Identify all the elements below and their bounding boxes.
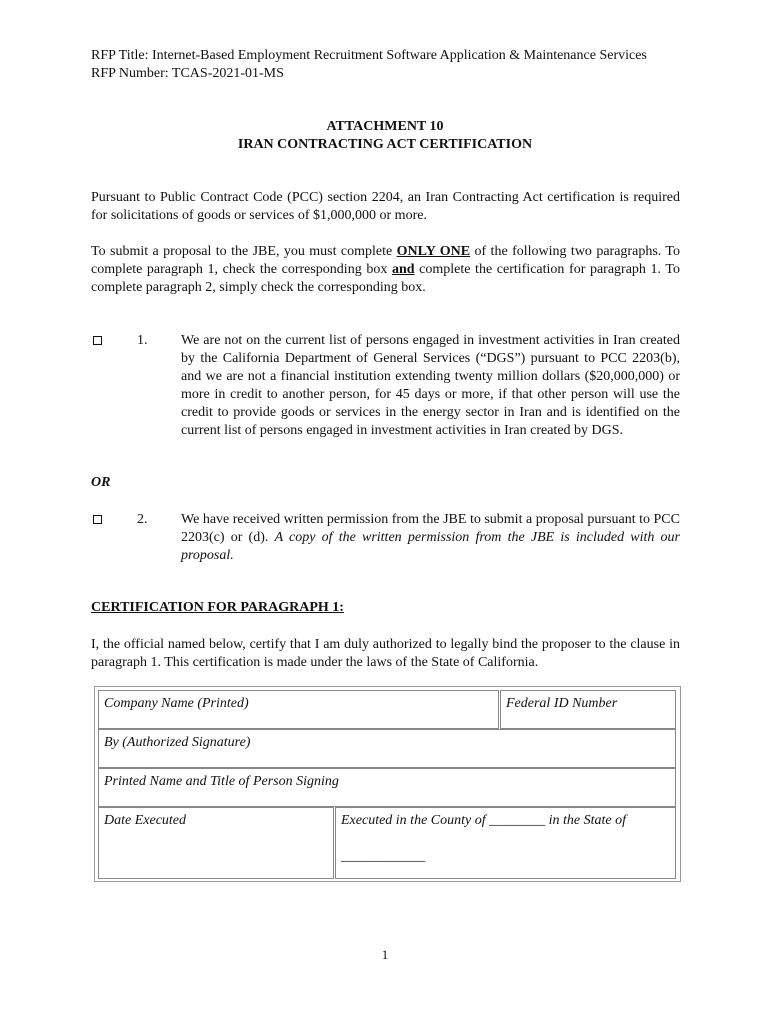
intro-paragraph-2 — [91, 243, 680, 297]
certification-form — [94, 686, 681, 882]
certification-heading: CERTIFICATION FOR PARAGRAPH 1: — [91, 600, 344, 615]
option-2-text — [181, 511, 680, 565]
intro-paragraph-1: Pursuant to Public Contract Code (PCC) section 2204, an Iran Contracting Act certification is required for solicitations of goods or services of $1,000,000 or more. — [91, 190, 680, 223]
state-blank-line: ____________ — [341, 849, 425, 864]
only-one-emphasis: ONLY ONE — [396, 244, 471, 259]
printed-name-field[interactable] — [98, 768, 676, 807]
intro-text-c: complete the certification for paragraph 1. To complete paragraph 2, simply check the corresponding box. — [91, 262, 680, 295]
date-executed-label: Date Executed — [104, 813, 187, 828]
company-name-label: Company Name (Printed) — [104, 696, 249, 711]
option-1-text: We are not on the current list of persons engaged in investment activities in Iran created by the California Department of General Services (“DGS”) pursuant to PCC 2203(b), and we are not a financial institution extending twenty million dollars ($20,000,000) or more in credit to another person, for 45 days or more, if that other person will use the credit to provide goods or services in the energy sector in Iran and is identified on the current list of persons engaged in investment activities in Iran created by DGS. — [181, 333, 680, 438]
printed-name-label: Printed Name and Title of Person Signing — [104, 774, 339, 789]
option-2-number: 2. — [137, 512, 148, 527]
signature-label: By (Authorized Signature) — [104, 735, 251, 750]
rfp-number: RFP Number: TCAS-2021-01-MS — [91, 66, 284, 81]
option-2-checkbox[interactable] — [93, 515, 102, 524]
rfp-header — [91, 47, 691, 83]
intro-text-b: of the following two paragraphs. To complete paragraph 1, check the corresponding box — [91, 244, 680, 277]
federal-id-field[interactable] — [500, 690, 676, 729]
signature-field[interactable] — [98, 729, 676, 768]
attachment-label: ATTACHMENT 10 — [326, 119, 444, 134]
company-name-field[interactable] — [98, 690, 499, 729]
and-emphasis: and — [391, 262, 415, 277]
date-executed-field[interactable] — [98, 807, 334, 879]
option-2-italic-text: A copy of the written permission from the JBE is included with our proposal. — [181, 530, 680, 563]
federal-id-label: Federal ID Number — [506, 696, 618, 711]
or-separator: OR — [91, 475, 111, 490]
option-1-checkbox[interactable] — [93, 336, 102, 345]
certification-statement: I, the official named below, certify that I am duly authorized to legally bind the proposer to the clause in paragraph 1. This certification is made under the laws of the State of California. — [91, 637, 680, 670]
option-1-number: 1. — [137, 333, 148, 348]
intro-text-a: To submit a proposal to the JBE, you must complete — [91, 244, 397, 259]
page-number: 1 — [381, 947, 389, 962]
option-2-plain-text: We have received written permission from the JBE to submit a proposal pursuant to PCC 2203(c) or (d). — [181, 512, 680, 545]
rfp-title: RFP Title: Internet-Based Employment Recruitment Software Application & Maintenance Services — [91, 48, 647, 63]
county-state-field[interactable] — [335, 807, 676, 879]
county-state-label: Executed in the County of ________ in the State of — [341, 813, 626, 828]
document-title: IRAN CONTRACTING ACT CERTIFICATION — [237, 137, 533, 152]
